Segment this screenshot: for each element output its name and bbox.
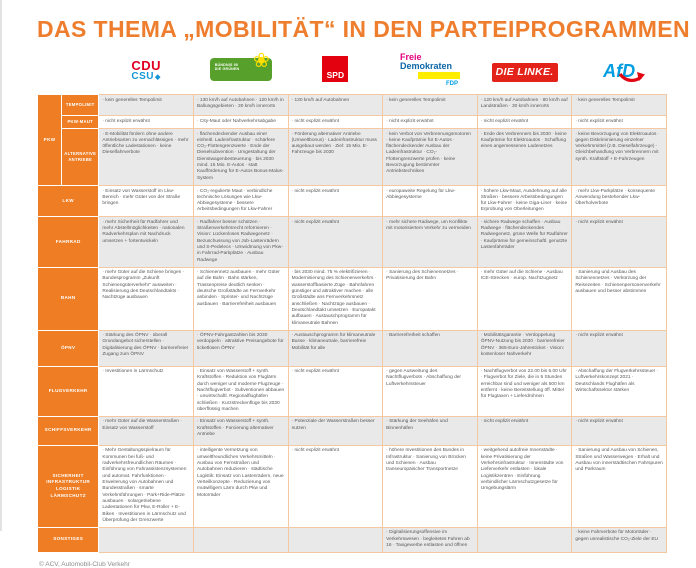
- cell-lkw-linke: · höhere Lkw-Maut, Ausdehnung auf alle Straßen · bessere Arbeitsbedingungen für Lkw-Fahrer · keine Giga-Liner · keine Erprobung von Oberleitungen: [477, 186, 572, 217]
- row-label-lkw: LKW: [38, 186, 99, 217]
- cell-schiff-linke: · nicht explizit erwähnt: [477, 416, 572, 445]
- cell-bahn-gruene: · Schienennetz ausbauen · mehr Güter auf die Bahn · Bahn stärken, Trassenpreise deutlich senken · deutsche Großstädte an Fernverkehr anbinden · Sprinter- und Nachtzüge ausbauen · Barrierefreiheit ausbauen: [193, 267, 288, 330]
- gruene-logo-box: [210, 49, 272, 81]
- cell-fahrrad-spd: · nicht explizit erwähnt: [288, 217, 383, 267]
- cell-sonstiges-gruene: [193, 527, 288, 552]
- infographic-page: [2, 0, 696, 568]
- cell-tempolimit-cdu: · kein generelles Tempolimit: [99, 95, 194, 116]
- cell-tempolimit-afd: · kein generelles Tempolimit: [572, 95, 667, 116]
- cell-lkw-cdu: · Einsatz von Wasserstoff im Lkw-Bereich · mehr Güter von der Straße bringen: [99, 186, 194, 217]
- sunflower-icon: ❀: [253, 49, 270, 72]
- cell-sonstiges-afd: · keine Fahrverbote für Motorräder · gegen unrealistische CO₂-Ziele der EU: [572, 527, 667, 552]
- cell-fahrrad-linke: · sichere Radwege schaffen · Ausbau Radwege · flächendeckendes Radwegenetz, grüne Welle für Radfahrer · Kaufprämie für gemeinschaftl. genutzte Lastenfahrräder: [477, 217, 572, 267]
- copyright-note: © ACV, Automobil-Club Verkehr: [39, 560, 130, 568]
- cell-antriebe-spd: · Förderung alternativer Antriebe (Umweltbonus) · Ladeinfrastruktur muss ausgebaut werden · Ziel: 15 Mio. E-Fahrzeuge bis 2030: [288, 129, 383, 186]
- cell-tempolimit-fdp: · kein generelles Tempolimit: [383, 95, 478, 116]
- row-label-sonstiges: SONSTIGES: [38, 527, 99, 552]
- row-label-alternative-antriebe: ALTERNATIVE ANTRIEBE: [62, 129, 99, 186]
- cell-lkw-spd: · nicht explizit erwähnt: [288, 186, 383, 217]
- cell-tempolimit-linke: · 120 km/h auf Autobahnen · 80 km/h auf Landstraßen · 30 km/h innerorts: [477, 95, 572, 116]
- cell-antriebe-linke: · Ende des Verbrenners bis 2030 · keine Kaufprämie für Elektroautos · Schaffung eines angemessenen Ladenetzes: [477, 129, 572, 186]
- cell-pkwmaut-gruene: · City-Maut oder Nahverkehrsabgabe: [193, 116, 288, 129]
- cell-sonstiges-cdu: [99, 527, 194, 552]
- party-logos-row: [38, 53, 667, 95]
- cell-fahrrad-cdu: · mehr Sicherheit für Radfahrer und mehr Abstellmöglichkeiten · nationalen Radverkehrsplan mit Nachdruck umsetzen + fortentwickeln: [99, 217, 194, 267]
- cell-schiff-afd: · nicht explizit erwähnt: [572, 416, 667, 445]
- row-oepnv: [38, 330, 667, 366]
- spd-wordmark: SPD: [326, 70, 345, 80]
- afd-logo: [572, 53, 667, 95]
- cell-sonstiges-spd: [288, 527, 383, 552]
- cell-tempolimit-gruene: · 130 km/h auf Autobahnen · 120 km/h in Ballungsgebieten · 30 km/h innerorts: [193, 95, 288, 116]
- cell-sicherheit-fdp: · höhere Investitionen des Bundes in Infrastruktur · Sanierung von Brücken und Schienen · Ausbau transeuropäischer Transportnetze: [383, 445, 478, 527]
- page-title: DAS THEMA „MOBILITÄT“ IN DEN PARTEIPROGRAMMEN: [37, 16, 691, 42]
- cell-antriebe-cdu: · E-Mobilität fördern ohne andere Antriebsarten zu vernachlässigen · mehr öffentliche Ladestationen · keine Dieselfahrverbote: [99, 129, 194, 186]
- spd-logo: [288, 53, 383, 95]
- cell-schiff-fdp: · Stärkung der Seehäfen und Binnenhäfen: [383, 416, 478, 445]
- cell-oepnv-afd: · nicht explizit erwähnt: [572, 330, 667, 366]
- cell-flug-linke: · Nachtflugverbot von 22.00 bis 6.00 Uhr · Flugverbot für Ziele, die in 5 Stunden erreichbar sind und weniger als 500 km entfernt · keine Bereitstellung öff. Mittel für Flugtaxen + Lieferdrohnen: [477, 366, 572, 416]
- cell-flug-cdu: · Investitionen in Lärmschutz: [99, 366, 194, 416]
- cell-pkwmaut-cdu: · nicht explizit erwähnt: [99, 116, 194, 129]
- cell-oepnv-cdu: · Stärkung des ÖPNV · überall Grundangebot sicherstellen · Digitalisierung des ÖPNV · barrierefreier Zugang zum ÖPNV: [99, 330, 194, 366]
- cell-fahrrad-fdp: · mehr sichere Radwege, um Konflikte mit motorisiertem Verkehr zu vermeiden: [383, 217, 478, 267]
- cell-bahn-afd: · Sanierung und Ausbau des Schienennetzes · Verkürzung der Reisezeiten · Schienenpersonenverkehr ausbauen und besser abstimmen: [572, 267, 667, 330]
- cell-pkwmaut-fdp: · nicht explizit erwähnt: [383, 116, 478, 129]
- row-schiffsverkehr: [38, 416, 667, 445]
- row-pkw-maut: [38, 116, 667, 129]
- cell-sicherheit-gruene: · intelligente Vernetzung von umweltfreundlichen Verkehrsmitteln · Ausbau von Fernstraßen und Autobahnen reduzieren · städtische Logistik: Einsatz von Lastenrädern, neue Verteilkonzepte · Reduzierung von mutwilligem Lärm durch Pkw und Motorräder: [193, 445, 288, 527]
- fdp-logo: [383, 53, 478, 95]
- csu-emblem-icon: ◆: [155, 73, 161, 81]
- cell-sicherheit-cdu: · Mehr Gestaltungsspielraum für Kommunen bei fuß- und radverkehrsfreundlichen Räumen · Einführung von Fahrassistenzsystemen und automat. Fahrfunktionen · Erweiterung von Autobahnen und Bundesstraßen · smarte Verkehrsführungen · Park+Ride-Plätze ausbauen · solargetriebene Ladestationen für Pkw, E-Roller + E-Bikes · Investitionen in Lärmschutz und Überprüfung der Grenzwerte: [99, 445, 194, 527]
- cell-antriebe-gruene: · flächendeckender Ausbau einer einheitl. Ladeinfrastruktur · schärfere CO₂-Flottengrenzwerte · Ende der Dieselsubvention · Umgestaltung der Dienstwagenbesteuerung · bis 2030 mind. 15 Mio. E-Autos · statt Kaufförderung für E-Autos Bonus-Malus-System: [193, 129, 288, 186]
- cell-sicherheit-spd: · nicht explizit erwähnt: [288, 445, 383, 527]
- cell-fahrrad-afd: · nicht explizit erwähnt: [572, 217, 667, 267]
- row-label-tempolimit: TEMPOLIMIT: [62, 95, 99, 116]
- gruene-wordmark: BÜNDNIS 90 DIE GRÜNEN: [214, 62, 240, 71]
- cell-oepnv-spd: · Austauschprogramm für klimaneutrale Busse · klimaneutrale, barrierefreie Mobilität für alle: [288, 330, 383, 366]
- cell-bahn-spd: · bis 2030 mind. 75 % elektrifizieren · Modernisierung des Schienenverkehrs · wasserstoffbasierte Züge · Bahnfahren günstiger und attraktiver machen · alle Großstädte ans Fernverkehrsnetz anschließen · Nachtzüge ausbauen · Deutschlandtakt umsetzen · Europatakt aufbauen · Austauschprogramm für klimaneutrale Bahnen: [288, 267, 383, 330]
- cdu-wordmark: CDU: [131, 57, 161, 73]
- row-group-label-pkw: PKW: [38, 95, 62, 186]
- fdp-wordmark-line1: Freie: [399, 52, 422, 62]
- row-label-fahrrad: FAHRRAD: [38, 217, 99, 267]
- cell-sonstiges-linke: [477, 527, 572, 552]
- cell-schiff-spd: · Potenziale der Wasserstraßen besser nutzen: [288, 416, 383, 445]
- row-label-pkw-maut: PKW-MAUT: [62, 116, 99, 129]
- cell-bahn-linke: · mehr Güter auf die Schiene · Ausbau ICE-Strecken · europ. Nachtzugnetz: [477, 267, 572, 330]
- row-label-schiffsverkehr: SCHIFFSVERKEHR: [38, 416, 99, 445]
- cell-sicherheit-afd: · Sanierung und Ausbau von Schienen, Straßen und Wasserwegen · Erhalt und Ausbau von innerstädtischen Fahrspuren und Parkraum: [572, 445, 667, 527]
- cell-schiff-cdu: · mehr Güter auf die Wasserstraßen · Einsatz von Wasserstoff: [99, 416, 194, 445]
- row-label-bahn: BAHN: [38, 267, 99, 330]
- cell-oepnv-gruene: · ÖPNV-Fahrgastzahlen bis 2030 verdoppeln · attraktive Preisangebote für ticketlosen ÖPNV: [193, 330, 288, 366]
- cell-flug-fdp: · gegen Ausweitung des Nachtflugverbots · Abschaffung der Luftverkehrssteuer: [383, 366, 478, 416]
- cell-pkwmaut-spd: · nicht explizit erwähnt: [288, 116, 383, 129]
- linke-wordmark: DIE LINKE.: [492, 63, 558, 82]
- gruene-logo: [193, 49, 288, 95]
- cdu-csu-logo: [99, 53, 194, 95]
- row-label-sicherheit: SICHERHEIT INFRASTRUKTUR LOGISTIK LÄRMSCHUTZ: [38, 445, 99, 527]
- cell-pkwmaut-linke: · nicht explizit erwähnt: [477, 116, 572, 129]
- fdp-yellow-bar: [418, 72, 460, 87]
- row-flugverkehr: [38, 366, 667, 416]
- cell-flug-afd: · Abschaffung der Flugverkehrssteuer · Luftverkehrskonzept 2021 · Deutschlands Flughäfen als Wirtschaftssektor stärken: [572, 366, 667, 416]
- cell-sicherheit-linke: · weitgehend autofreie Innenstädte · keine Privatisierung der Verkehrsinfrastruktur · Innenstädte von Lieferverkehr entlasten · lokale Logistikzentren · Einführung verbindlicher Lärmschutzgesetze für Umgebungslärm: [477, 445, 572, 527]
- cell-flug-gruene: · Einsatz von Wasserstoff + synth. Kraftstoffen · Reduktion von Fluglärm durch weniger und moderne Flugzeuge · Nachtflugverbot · Subventionen abbauen · unwirtschaftl. Regionalflughäfen schließen · Kurzstreckenflüge bis 2030 überflüssig machen: [193, 366, 288, 416]
- cell-lkw-fdp: · europaweite Regelung für Lkw-Abbiegesysteme: [383, 186, 478, 217]
- cell-sonstiges-fdp: · Digitalisierungsoffensive im Verkehrswesen · begleitetes Fahren ab 16 · Taxigewerbe entlasten und öffnen: [383, 527, 478, 552]
- cell-antriebe-afd: · keine Bevorzugung von Elektroautos · gegen Diskriminierung einzelner Verkehrsmittel (z.B. Dieselfahrzeuge) · Gleichbehandlung von Verbrennern mit synth. Kraftstoff + E-Fahrzeugen: [572, 129, 667, 186]
- cell-oepnv-fdp: · Barrierefreiheit schaffen: [383, 330, 478, 366]
- fdp-wordmark-line2: Demokraten: [399, 61, 452, 71]
- cell-lkw-afd: · mehr Lkw-Parkplätze · konsequente Anwendung bestehender Lkw-Überholverbote: [572, 186, 667, 217]
- cell-lkw-gruene: · CO₂-regulierte Maut · verbindliche technische Lösungen wie Lkw-Abbiegesysteme · bessere Arbeitsbedingungen für Lkw-Fahrer: [193, 186, 288, 217]
- row-label-oepnv: ÖPNV: [38, 330, 99, 366]
- linke-logo: [477, 53, 572, 95]
- row-sicherheit-infrastruktur: [38, 445, 667, 527]
- cell-fahrrad-gruene: · Radfahrer besser schützen · Straßenverkehrsrecht reformieren · Vision: Lückenloses Radwegenetz · Bezuschussung von Job-Lastenrädern und S-Pedelecs · Umwidmung von Pkw- in Fahrrad-Parkplätze · Ausbau Radwege: [193, 217, 288, 267]
- row-bahn: [38, 267, 667, 330]
- row-lkw: [38, 186, 667, 217]
- cell-bahn-fdp: · Sanierung des Schienennetzes · Privatisierung der Bahn: [383, 267, 478, 330]
- cell-bahn-cdu: · mehr Güter auf die Schiene bringen · Bundesprogramm „Zukunft Schienengüterverkehr“ ausweiten · Realisierung des Deutschlandtakts · Nachtzüge ausbauen: [99, 267, 194, 330]
- row-fahrrad: [38, 217, 667, 267]
- cell-oepnv-linke: · Mobilitätsgarantie · Verdoppelung ÖPNV-Nutzung bis 2030 · barrierefreier ÖPNV · 365-Euro-Jahresticket · Vision: kostenloser Nahverkehr: [477, 330, 572, 366]
- cell-pkwmaut-afd: · nicht explizit erwähnt: [572, 116, 667, 129]
- cell-antriebe-fdp: · kein Verbot von Verbrennungsmotoren · keine Kaufprämie für E-Autos · flächendeckender Ausbau der Ladeinfrastruktur · CO₂-Flottengrenzwerte prüfen · keine Bevorzugung bestimmter Antriebstechniken: [383, 129, 478, 186]
- afd-swoosh-icon: [619, 70, 645, 88]
- cell-flug-spd: · nicht explizit erwähnt: [288, 366, 383, 416]
- afd-wordmark: AfD: [603, 60, 636, 81]
- row-label-flugverkehr: FLUGVERKEHR: [38, 366, 99, 416]
- party-comparison-table: [37, 49, 667, 553]
- row-alternative-antriebe: [38, 129, 667, 186]
- row-tempolimit: [38, 95, 667, 116]
- cell-schiff-gruene: · Einsatz von Wasserstoff + synth. Kraftstoffen · Forcierung alternativer Antriebe: [193, 416, 288, 445]
- cell-tempolimit-spd: · 130 km/h auf Autobahnen: [288, 95, 383, 116]
- fdp-badge: FDP: [445, 81, 458, 87]
- row-sonstiges: [38, 527, 667, 552]
- spd-logo-box: [322, 56, 348, 82]
- csu-wordmark: CSU◆: [131, 70, 161, 82]
